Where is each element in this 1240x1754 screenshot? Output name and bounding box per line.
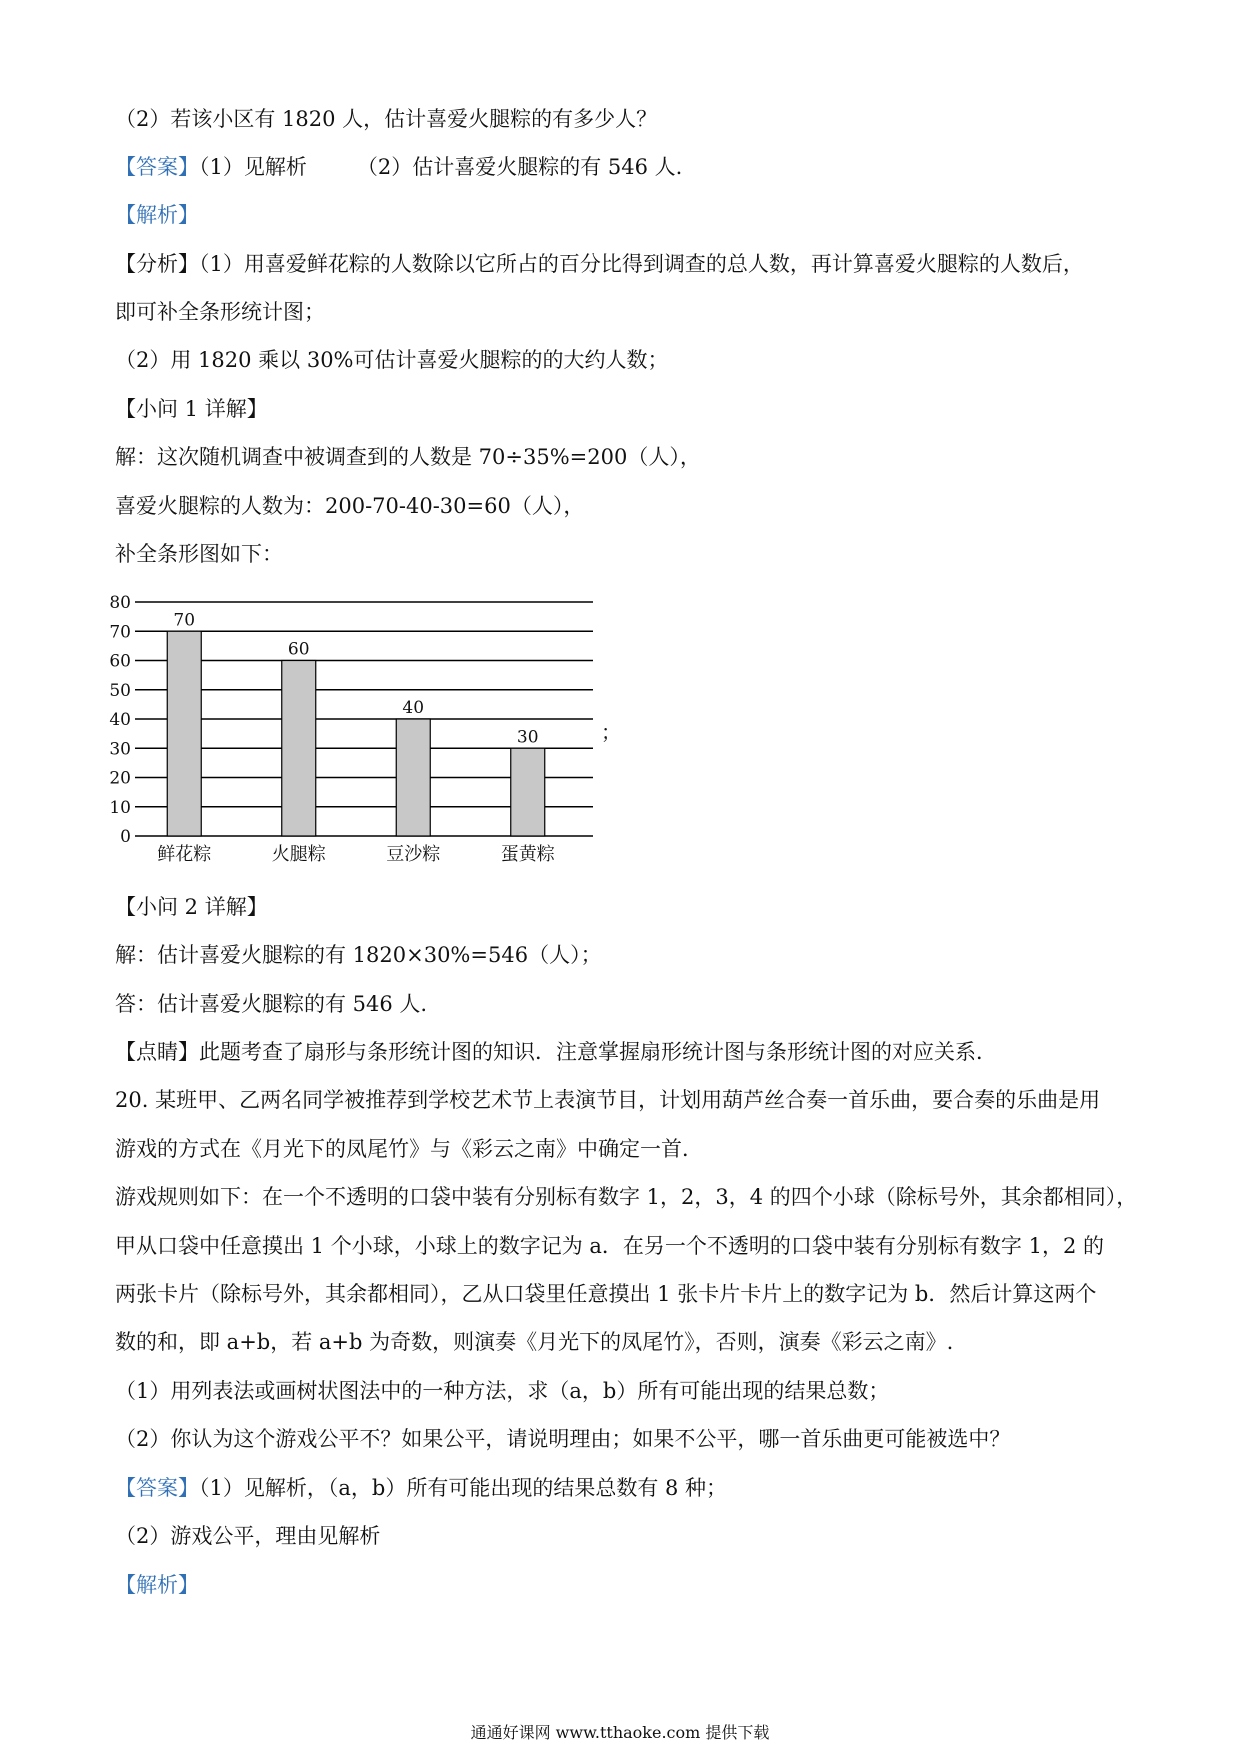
analysis19-line2: 即可补全条形统计图； (115, 300, 325, 324)
category-label: 火腿粽 (271, 844, 326, 865)
y-tick-label: 80 (109, 593, 131, 613)
answer20-part1: （1）见解析，（a，b）所有可能出现的结果总数有 8 种； (199, 1476, 728, 1500)
y-tick-label: 20 (109, 768, 131, 789)
q20-line6: 数的和，即 a+b，若 a+b 为奇数，则演奏《月光下的凤尾竹》，否则，演奏《彩云之南》. (115, 1330, 954, 1354)
footer: 通通好课网 www.tthaoke.com 提供下载 (470, 1723, 770, 1742)
q20-line4: 甲从口袋中任意摸出 1 个小球，小球上的数字记为 a．在另一个不透明的口袋中装有分别标有数字 1，2 的 (115, 1234, 1104, 1258)
q20-line7: （1）用列表法或画树状图法中的一种方法，求（a，b）所有可能出现的结果总数； (115, 1379, 890, 1403)
category-label: 鲜花粽 (157, 844, 212, 865)
y-tick-label: 30 (109, 739, 131, 760)
chart-trailing-text: ； (601, 720, 621, 744)
bar (282, 661, 316, 837)
detail1-line1: 解：这次随机调查中被调查到的人数是 70÷35%=200（人）， (115, 445, 701, 469)
data-label: 70 (173, 610, 196, 631)
answer19-line (115, 152, 682, 182)
data-label: 40 (402, 698, 425, 718)
chart-bars (167, 631, 545, 836)
q20-line5: 两张卡片（除标号外，其余都相同），乙从口袋里任意摸出 1 张卡片卡片上的数字记为 b．然后计算这两个 (115, 1282, 1097, 1306)
detail2-line1: 解：估计喜爱火腿粽的有 1820×30%=546（人）； (115, 943, 602, 967)
detail1-tag: 【小问 1 详解】 (115, 397, 268, 421)
dianjing-line (115, 1037, 997, 1067)
category-label: 蛋黄粽 (500, 844, 555, 865)
detail1-line3: 补全条形图如下： (115, 542, 283, 566)
bar (167, 631, 201, 836)
analysis-tag: 【分析】 (115, 252, 199, 276)
y-tick-label: 70 (109, 622, 131, 643)
answer20-tag: 【答案】 (115, 1476, 199, 1500)
category-label: 豆沙粽 (386, 844, 441, 865)
answer19-part2: （2）估计喜爱火腿粽的有 546 人. (356, 155, 683, 179)
bar (511, 748, 545, 836)
q19-part2: （2）若该小区有 1820 人，估计喜爱火腿粽的有多少人？ (115, 107, 658, 131)
bar-chart (105, 590, 625, 870)
answer19-part1: （1）见解析 (199, 155, 307, 179)
q20-line2: 游戏的方式在《月光下的凤尾竹》与《彩云之南》中确定一首． (115, 1137, 703, 1161)
y-tick-label: 60 (109, 651, 131, 672)
dianjing-text: 此题考查了扇形与条形统计图的知识．注意掌握扇形统计图与条形统计图的对应关系． (199, 1040, 997, 1064)
y-tick-label: 40 (109, 710, 131, 730)
q20-line3: 游戏规则如下：在一个不透明的口袋中装有分别标有数字 1，2，3，4 的四个小球（除标号外，其余都相同）， (115, 1185, 1138, 1209)
analysis19-line1 (115, 249, 1084, 279)
jiexi-tag-2: 【解析】 (115, 1573, 199, 1597)
y-tick-label: 50 (109, 680, 131, 701)
analysis19-text1: （1）用喜爱鲜花粽的人数除以它所占的百分比得到调查的总人数，再计算喜爱火腿粽的人数后， (199, 252, 1084, 276)
data-label: 60 (287, 639, 310, 660)
data-label: 30 (516, 727, 539, 748)
answer20-line2: （2）游戏公平，理由见解析 (115, 1524, 381, 1548)
detail2-line2: 答：估计喜爱火腿粽的有 546 人. (115, 992, 428, 1016)
jiexi-tag: 【解析】 (115, 203, 199, 227)
detail2-tag: 【小问 2 详解】 (115, 895, 268, 919)
q20-line1: 20. 某班甲、乙两名同学被推荐到学校艺术节上表演节目，计划用葫芦丝合奏一首乐曲，要合奏的乐曲是用 (115, 1088, 1101, 1112)
answer20-line1 (115, 1473, 727, 1503)
analysis19-line3: （2）用 1820 乘以 30%可估计喜爱火腿粽的的大约人数； (115, 348, 669, 372)
dianjing-tag: 【点睛】 (115, 1040, 199, 1064)
answer-tag: 【答案】 (115, 155, 199, 179)
y-tick-label: 0 (120, 827, 131, 847)
bar (396, 719, 430, 836)
detail1-line2: 喜爱火腿粽的人数为：200-70-40-30=60（人）， (115, 494, 585, 518)
y-tick-label: 10 (109, 797, 131, 818)
q20-line8: （2）你认为这个游戏公平不？如果公平，请说明理由；如果不公平，哪一首乐曲更可能被选中？ (115, 1427, 1011, 1451)
